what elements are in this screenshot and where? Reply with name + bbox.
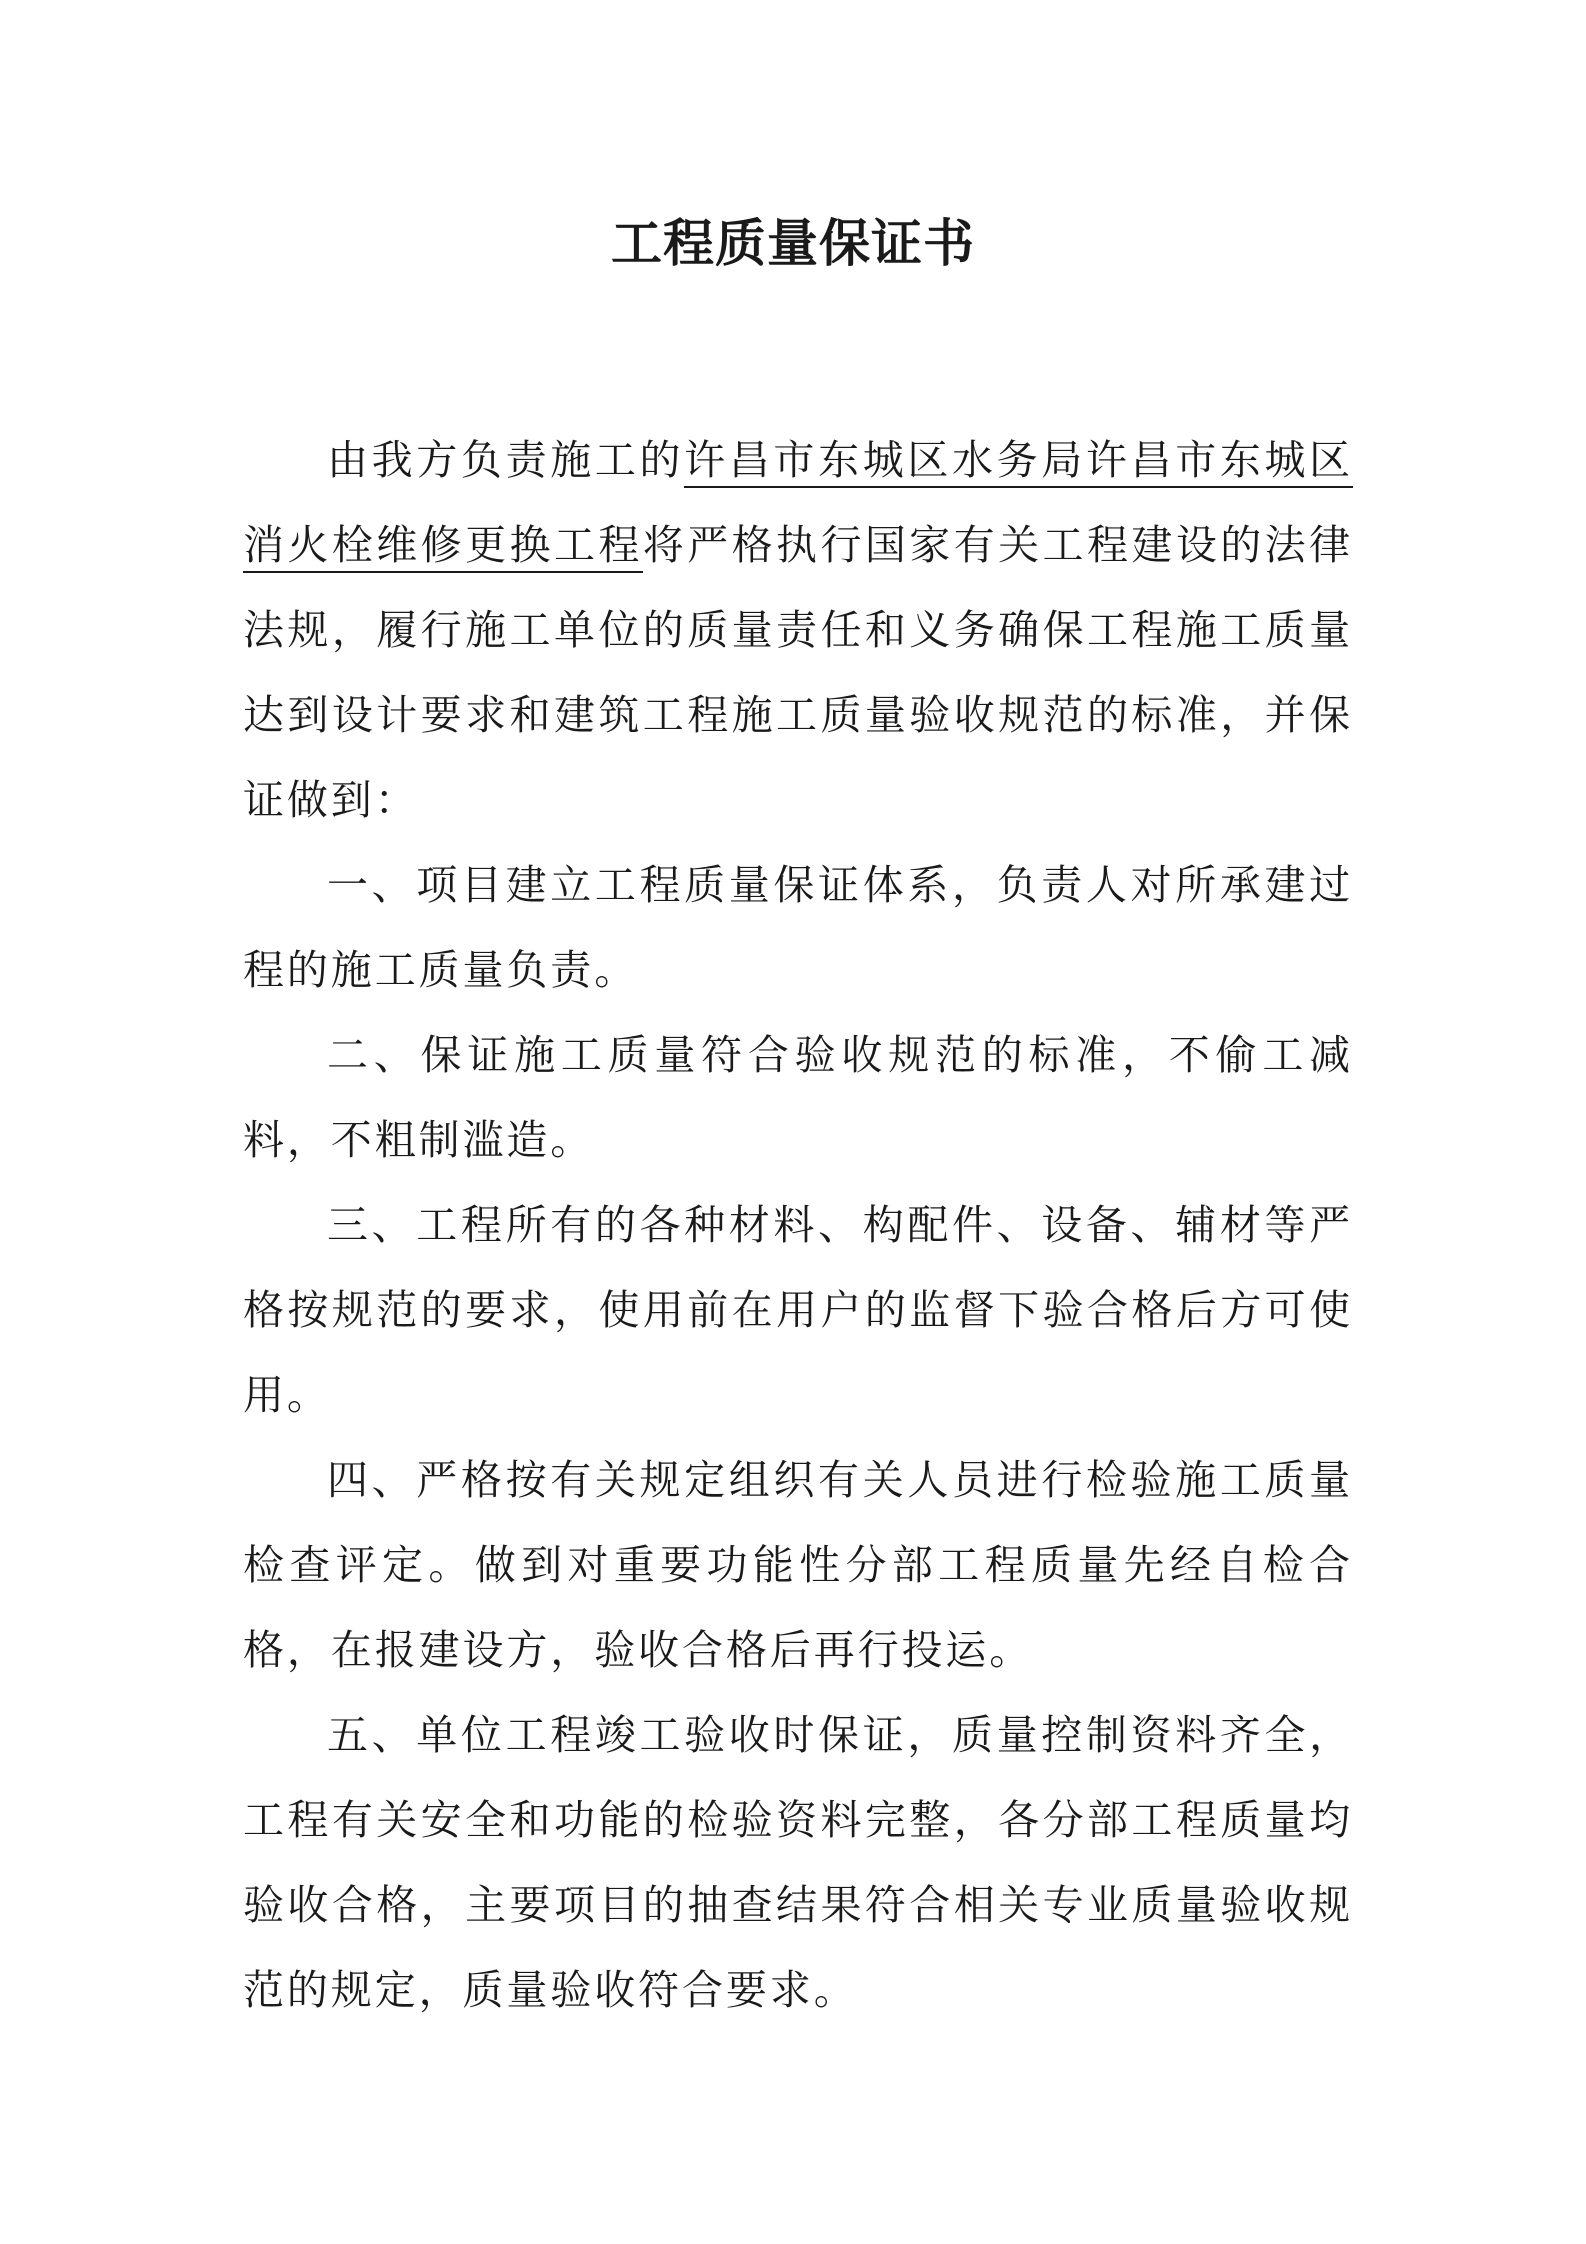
intro-prefix: 由我方负责施工的 bbox=[327, 436, 685, 484]
item-2: 二、保证施工质量符合验收规范的标准，不偷工减料，不粗制滥造。 bbox=[243, 1031, 1353, 1164]
document-title: 工程质量保证书 bbox=[610, 215, 975, 274]
project-name: 许昌市东城区水务局许昌市东城区消火栓维修更换工程 bbox=[243, 436, 1353, 573]
item-3: 三、工程所有的各种材料、构配件、设备、辅材等严格按规范的要求，使用前在用户的监督下验合格后方可使用。 bbox=[243, 1201, 1353, 1419]
item-4: 四、严格按有关规定组织有关人员进行检验施工质量检查评定。做到对重要功能性分部工程质量先经自检合格，在报建设方，验收合格后再行投运。 bbox=[243, 1456, 1353, 1674]
document-body bbox=[243, 418, 1353, 2033]
item-5: 五、单位工程竣工验收时保证，质量控制资料齐全，工程有关安全和功能的检验资料完整，各分部工程质量均验收合格，主要项目的抽查结果符合相关专业质量验收规范的规定，质量验收符合要求。 bbox=[243, 1711, 1353, 2014]
intro-paragraph bbox=[243, 418, 1353, 843]
item-1: 一、项目建立工程质量保证体系，负责人对所承建过程的施工质量负责。 bbox=[243, 861, 1353, 994]
intro-suffix: 将严格执行国家有关工程建设的法律法规，履行施工单位的质量责任和义务确保工程施工质量达到设计要求和建筑工程施工质量验收规范的标准，并保证做到： bbox=[243, 521, 1353, 824]
